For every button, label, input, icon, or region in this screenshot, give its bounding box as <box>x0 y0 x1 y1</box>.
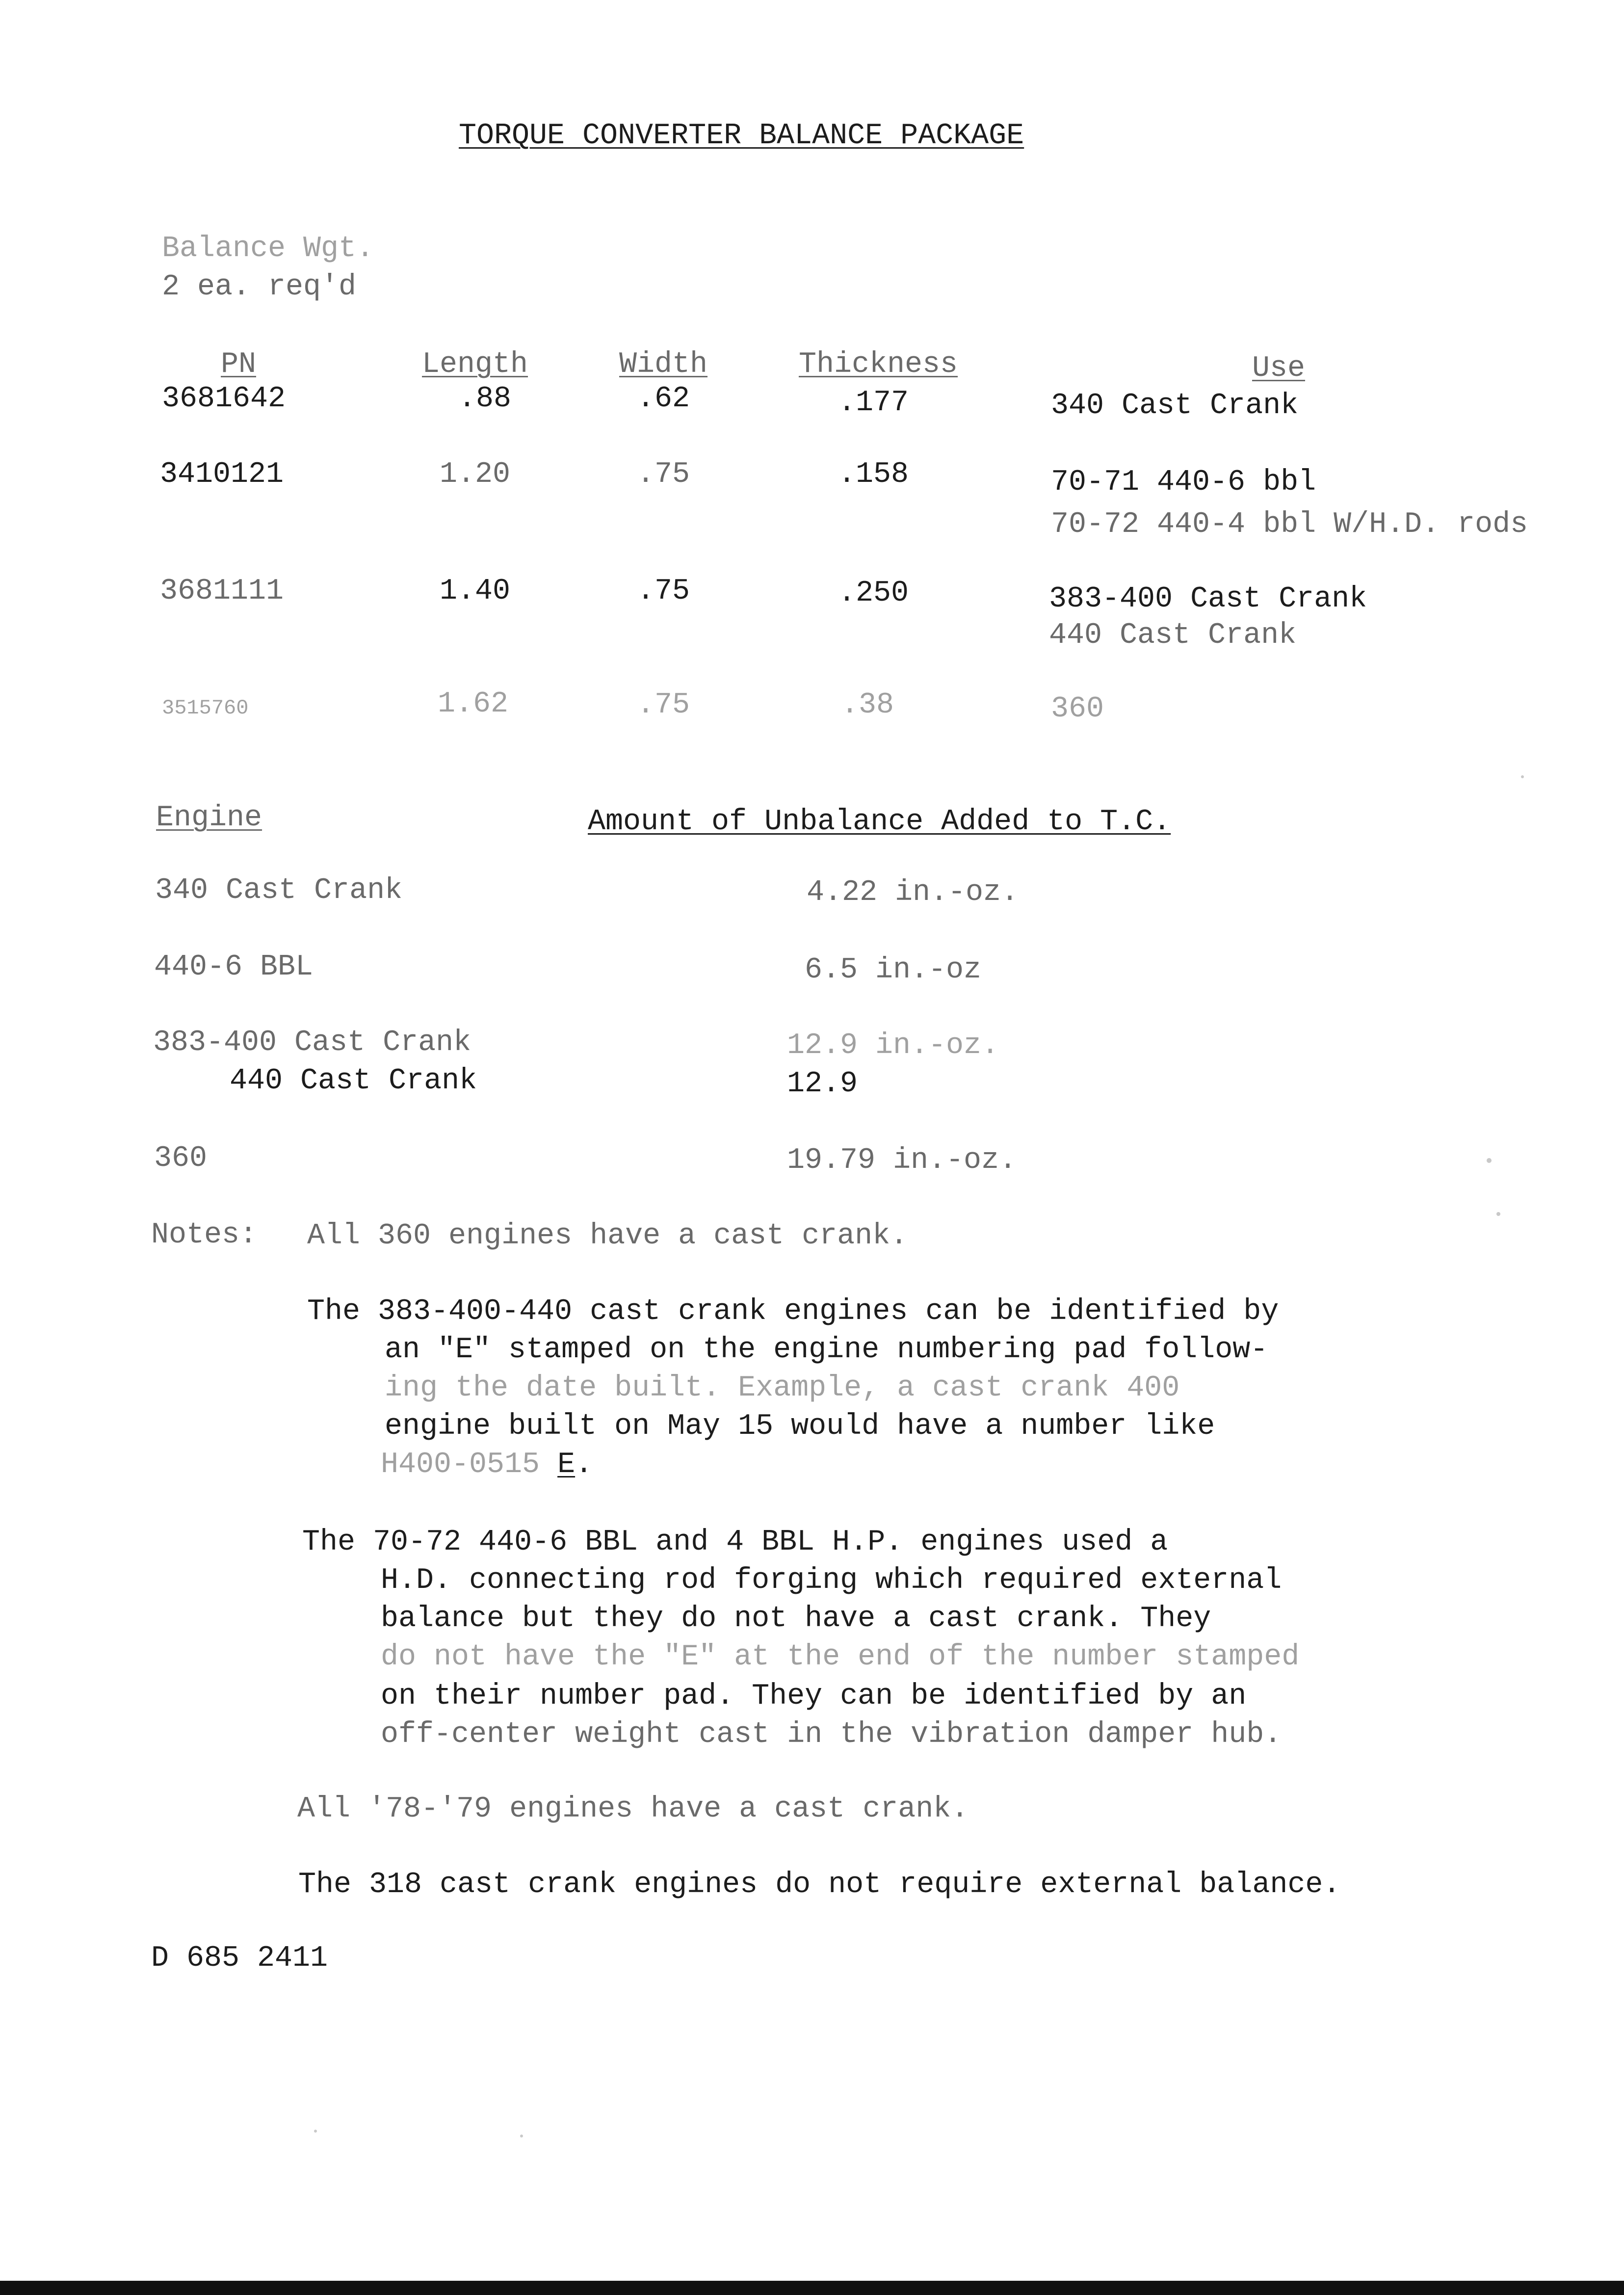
table-row-2-thickness: .158 <box>838 458 909 491</box>
table-row-4-width: .75 <box>636 688 690 722</box>
note-1: All 360 engines have a cast crank. <box>307 1219 908 1253</box>
engine-row-3-name: 383-400 Cast Crank <box>153 1026 471 1059</box>
engine-row-1-amount: 4.22 in.-oz. <box>807 876 1019 909</box>
header-length: Length <box>421 348 528 381</box>
table-row-4-length: 1.62 <box>437 687 509 721</box>
table-row-1-length: .88 <box>458 382 512 416</box>
note-5: The 318 cast crank engines do not require external balance. <box>298 1868 1341 1901</box>
table-row-4-thickness: .38 <box>840 688 894 722</box>
engine-row-3-amount: 12.9 in.-oz. <box>787 1029 999 1062</box>
engine-row-2-amount: 6.5 in.-oz <box>805 953 982 987</box>
table-row-1-thickness: .177 <box>838 386 909 420</box>
table-row-4-use: 360 <box>1051 692 1104 726</box>
table-row-1-use: 340 Cast Crank <box>1051 389 1299 422</box>
header-amount-of-unbalance: Amount of Unbalance Added to T.C. <box>588 805 1171 839</box>
header-use: Use <box>1252 352 1306 385</box>
engine-row-2-name: 440-6 BBL <box>154 950 314 984</box>
engine-row-4-amount: 12.9 <box>787 1067 858 1101</box>
table-row-3-thickness: .250 <box>838 577 909 610</box>
table-row-3-width: .75 <box>636 575 690 608</box>
table-row-2-width: .75 <box>636 458 690 491</box>
scan-speck <box>520 2135 523 2137</box>
table-row-1-pn: 3681642 <box>162 382 286 416</box>
note-2-line-2: an "E" stamped on the engine numbering pad follow- <box>385 1333 1268 1367</box>
table-row-2-length: 1.20 <box>439 458 511 491</box>
scan-bottom-border <box>0 2281 1624 2295</box>
scan-speck <box>1521 775 1524 778</box>
note-3-line-4: do not have the "E" at the end of the number stamped <box>381 1640 1300 1674</box>
document-id: D 685 2411 <box>151 1942 328 1975</box>
note-2-line-3: ing the date built. Example, a cast crank 400 <box>385 1372 1180 1405</box>
header-pn: PN <box>220 348 257 381</box>
note-3-line-2: H.D. connecting rod forging which required external <box>381 1564 1282 1597</box>
table-row-2-use-line-2: 70-72 440-4 bbl W/H.D. rods <box>1051 508 1528 541</box>
balance-weight-label: Balance Wgt. <box>162 232 374 265</box>
note-3-line-1: The 70-72 440-6 BBL and 4 BBL H.P. engines used a <box>302 1526 1168 1559</box>
engine-row-4-name: 440 Cast Crank <box>230 1064 477 1098</box>
note-2-example-number: H400-0515 <box>381 1448 540 1481</box>
note-3-line-6: off-center weight cast in the vibration damper hub. <box>381 1718 1282 1751</box>
table-row-4-pn: 3515760 <box>162 696 249 720</box>
table-row-2-pn: 3410121 <box>160 458 284 491</box>
scan-speck <box>1487 1158 1492 1163</box>
table-row-3-use-line-1: 383-400 Cast Crank <box>1049 582 1367 616</box>
note-2-example-period: . <box>575 1448 593 1481</box>
balance-weight-requirement: 2 ea. req'd <box>162 270 357 304</box>
header-thickness: Thickness <box>798 348 958 381</box>
scan-speck <box>1496 1212 1500 1216</box>
note-2-line-4: engine built on May 15 would have a number like <box>385 1410 1215 1443</box>
scan-speck <box>314 2130 317 2133</box>
table-row-1-width: .62 <box>636 382 690 416</box>
table-row-3-length: 1.40 <box>439 575 511 608</box>
table-row-2-use-line-1: 70-71 440-6 bbl <box>1051 466 1316 499</box>
table-row-3-pn: 3681111 <box>160 575 284 608</box>
header-engine: Engine <box>156 801 262 835</box>
document-title: TORQUE CONVERTER BALANCE PACKAGE <box>459 119 1024 153</box>
notes-label: Notes: <box>151 1218 258 1252</box>
note-2-example-letter: E <box>557 1448 576 1481</box>
note-2-example <box>381 1446 593 1484</box>
note-2-line-1: The 383-400-440 cast crank engines can be identified by <box>307 1295 1279 1328</box>
engine-row-1-name: 340 Cast Crank <box>155 874 403 907</box>
note-4: All '78-'79 engines have a cast crank. <box>297 1793 969 1826</box>
table-row-3-use-line-2: 440 Cast Crank <box>1049 619 1297 652</box>
header-width: Width <box>619 348 708 381</box>
note-3-line-3: balance but they do not have a cast crank. They <box>381 1602 1211 1636</box>
engine-row-5-name: 360 <box>154 1142 208 1175</box>
note-3-line-5: on their number pad. They can be identified by an <box>381 1680 1247 1713</box>
engine-row-5-amount: 19.79 in.-oz. <box>787 1144 1017 1177</box>
